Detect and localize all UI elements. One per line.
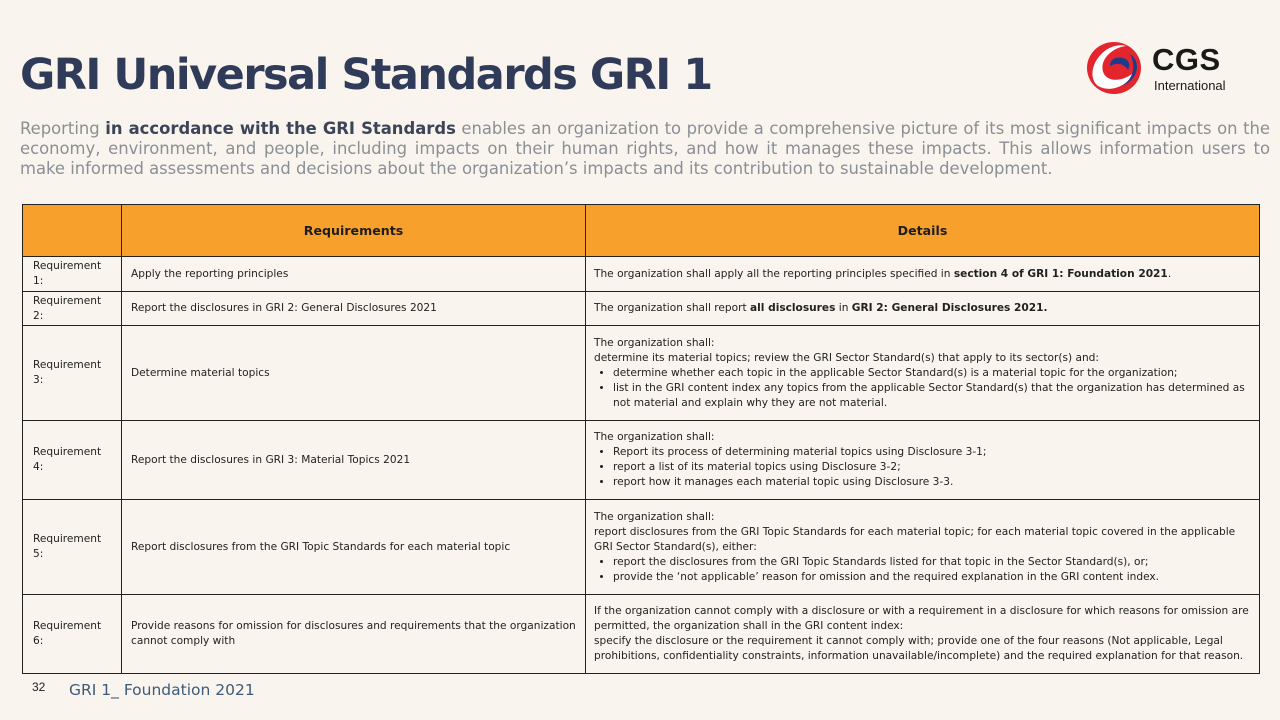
- details-bullets: [594, 555, 1251, 585]
- details-emphasis: section 4 of GRI 1: Foundation 2021: [953, 267, 1168, 280]
- bullet-item: • provide the ‘not applicable’ reason for omission and the required explanation in the GRI content index.: [613, 570, 1251, 585]
- bullet-item: • determine whether each topic in the applicable Sector Standard(s) is a material topic for the organization;: [613, 366, 1251, 381]
- row-label: Requirement 6:: [23, 595, 122, 674]
- row-requirement: Report the disclosures in GRI 3: Material Topics 2021: [122, 421, 586, 500]
- bullet-item: • Report its process of determining material topics using Disclosure 3-1;: [613, 445, 1251, 460]
- table-row: [23, 500, 1260, 595]
- table-row: [23, 257, 1260, 292]
- details-line: The organization shall:: [594, 510, 715, 523]
- details-bullets: [594, 366, 1251, 411]
- bullet-item: • report the disclosures from the GRI Topic Standards listed for that topic in the Sector Standard(s), or;: [613, 555, 1251, 570]
- footer-caption: GRI 1_ Foundation 2021: [69, 681, 255, 699]
- logo-brand: CGS: [1152, 42, 1221, 77]
- details-line: If the organization cannot comply with a disclosure or with a requirement in a disclosure for which reasons for omission are permitted, the organization shall in the GRI content index:: [594, 605, 1249, 632]
- intro-rest: enables an organization to provide a comprehensive picture of its most significant impacts on the economy, environment, and people, including impacts on their human rights, and how it manages these impacts. This allows information users to make informed assessments and decisions about the organization’s impacts and its contribution to sustainable development.: [20, 119, 1271, 178]
- details-text: .: [1167, 267, 1172, 280]
- details-line: report disclosures from the GRI Topic Standards for each material topic; for each material topic covered in the applicable GRI Sector Standard(s), either:: [594, 525, 1236, 553]
- row-label: Requirement 3:: [23, 326, 122, 421]
- bullet-item: • list in the GRI content index any topics from the applicable Sector Standard(s) that the organization has determined as not material and explain why they are not material.: [613, 381, 1251, 411]
- details-line: determine its material topics; review the GRI Sector Standard(s) that apply to its sector(s) and:: [594, 351, 1099, 364]
- details-text: The organization shall apply all the reporting principles specified in: [594, 267, 954, 280]
- details-text: The organization shall report: [594, 302, 751, 314]
- row-label: Requirement 2:: [23, 292, 122, 326]
- intro-prefix: Reporting: [20, 119, 106, 138]
- intro-paragraph: [20, 119, 1270, 179]
- row-requirement: Determine material topics: [122, 326, 586, 421]
- table-row: [23, 326, 1260, 421]
- row-details: [586, 257, 1260, 292]
- header-label: [23, 205, 122, 257]
- bullet-item: • report a list of its material topics using Disclosure 3-2;: [613, 460, 1251, 475]
- header-requirements: Requirements: [122, 205, 586, 257]
- row-details: [586, 500, 1260, 595]
- bullet-item: • report how it manages each material topic using Disclosure 3-3.: [613, 475, 1251, 490]
- details-line: The organization shall:: [594, 431, 715, 443]
- slide-title: GRI Universal Standards GRI 1: [20, 50, 712, 100]
- cgs-logo-mark: [1086, 40, 1148, 96]
- header-details: Details: [586, 205, 1260, 257]
- row-details: [586, 292, 1260, 326]
- details-bullets: [594, 445, 1251, 490]
- details-emphasis: GRI 2: General Disclosures 2021.: [851, 302, 1048, 314]
- row-label: Requirement 4:: [23, 421, 122, 500]
- row-label: Requirement 5:: [23, 500, 122, 595]
- row-requirement: Report disclosures from the GRI Topic Standards for each material topic: [122, 500, 586, 595]
- table-row: [23, 595, 1260, 674]
- details-line: The organization shall:: [594, 336, 715, 349]
- requirements-table: [22, 204, 1260, 674]
- details-emphasis: all disclosures: [750, 302, 836, 314]
- intro-emphasis: in accordance with the GRI Standards: [105, 119, 456, 138]
- page-number: 32: [32, 680, 46, 694]
- cgs-logo: [1086, 40, 1236, 96]
- table-row: [23, 292, 1260, 326]
- row-requirement: Provide reasons for omission for disclosures and requirements that the organization cannot comply with: [122, 595, 586, 674]
- row-details: [586, 421, 1260, 500]
- logo-subtitle: International: [1154, 78, 1226, 93]
- row-label: Requirement 1:: [23, 257, 122, 292]
- row-details: [586, 326, 1260, 421]
- row-requirement: Apply the reporting principles: [122, 257, 586, 292]
- table-header-row: [23, 205, 1260, 257]
- details-line: specify the disclosure or the requirement it cannot comply with; provide one of the four reasons (Not applicable, Legal prohibitions, confidentiality constraints, information unavailable/incomplete) and the required explanation for that reason.: [594, 635, 1244, 662]
- row-requirement: Report the disclosures in GRI 2: General Disclosures 2021: [122, 292, 586, 326]
- table-row: [23, 421, 1260, 500]
- details-text: in: [835, 302, 852, 314]
- row-details: [586, 595, 1260, 674]
